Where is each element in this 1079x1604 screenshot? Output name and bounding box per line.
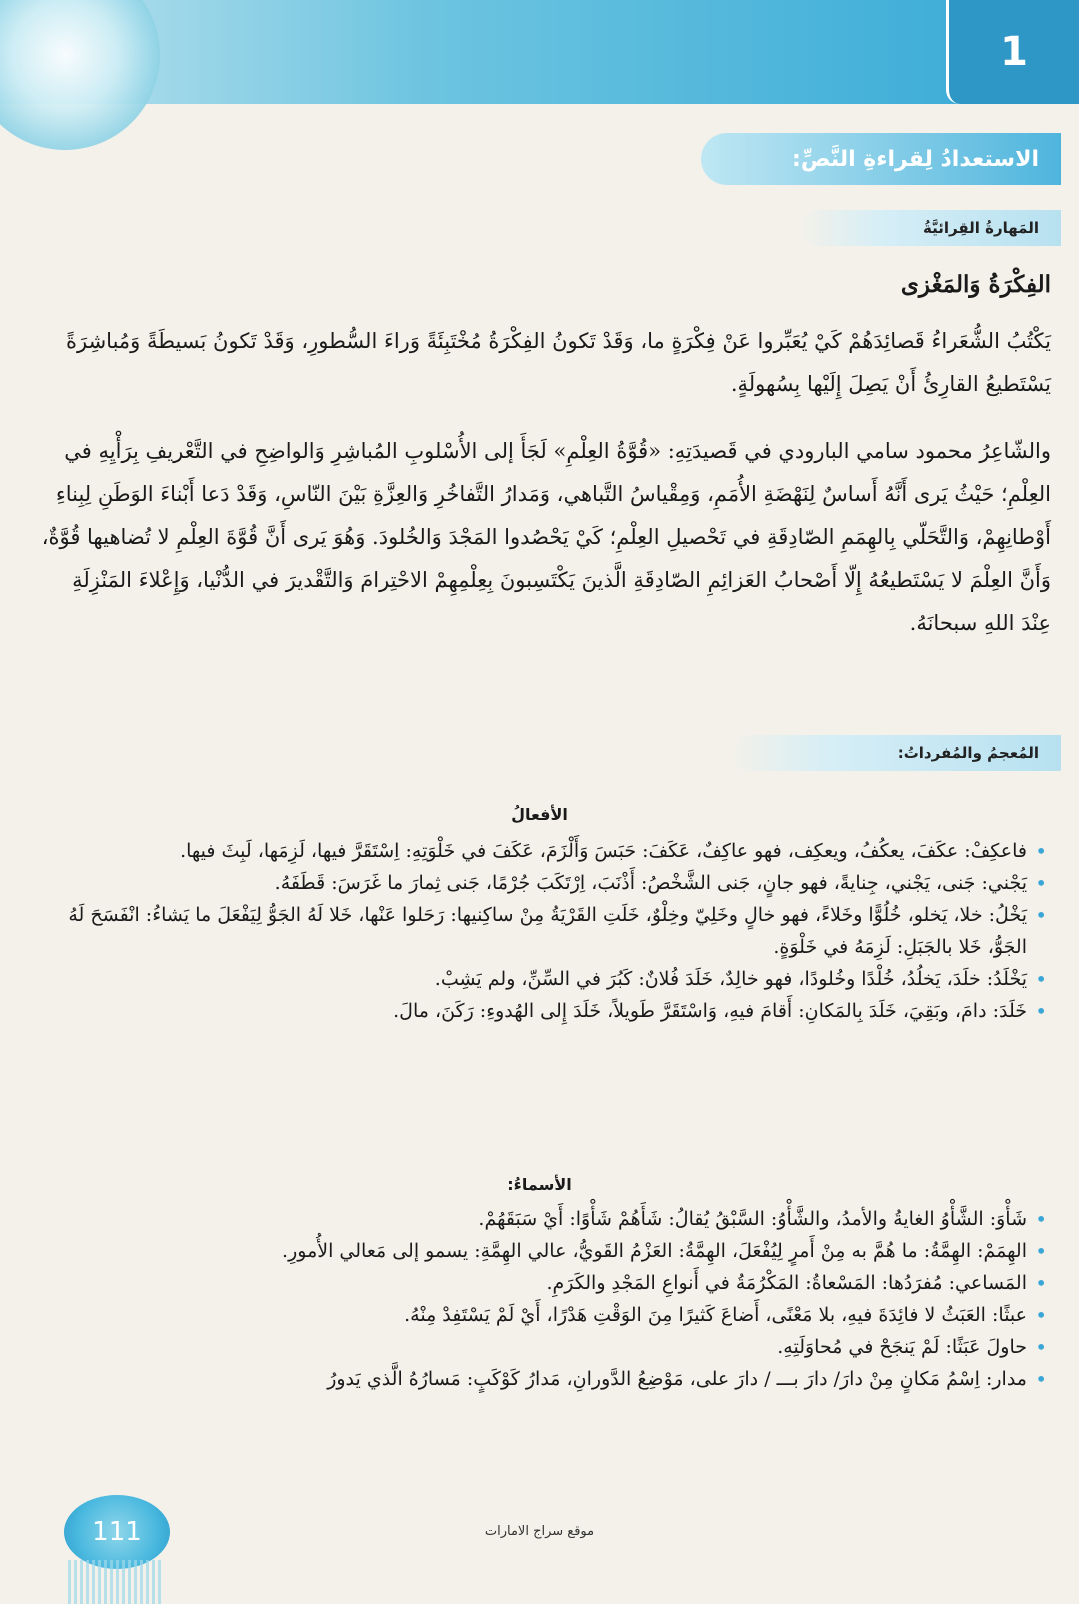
lesson-title: الفِكْرَةُ وَالمَغْزى <box>900 271 1051 298</box>
list-item: • حاولَ عَبَثًا: لَمْ يَنجَحْ في مُحاوَلَتِهِ. <box>37 1331 1047 1363</box>
site-name: موقع سراج الامارات <box>484 1524 595 1539</box>
list-item: • يَخْلُ: خلا، يَخلو، خُلُوًّا وخَلاءً، فهو خالٍ وخَلِيّ وخِلْوٌ، خَلَتِ القَرْيَةُ مِنْ ساكِنيها: رَحَلوا عَنْها، خَلا لَهُ الجَوُّ لِيَفْعَلَ ما يَشاءُ: انْفَسَحَ لَهُ الجَوُّ، خَلا بالجَبَلِ: لَزِمَهُ في خَلْوَةٍ. <box>37 899 1047 963</box>
paragraph-barudi: والشّاعِرُ محمود سامي البارودي في قَصيدَتِهِ: «قُوَّةُ العِلْمِ» لَجَأَ إلى الأُسْلوبِ المُباشِرِ وَالواضِحِ في التَّعْريفِ بِرَأْيِهِ في العِلْمِ؛ حَيْثُ يَرى أَنَّهُ أَساسٌ لِنَهْضَةِ الأُمَمِ، وَمِقْياسُ التَّباهي، وَمَدارُ التَّفاخُرِ وَالعِزَّةِ بَيْنَ النّاسِ، وَقَدْ دَعا أَبْناءَ الوَطَنِ لِبِناءِ أَوْطانِهِمْ، وَالتَّحَلّي بِالهِمَمِ الصّادِقَةِ في تَحْصيلِ العِلْمِ؛ كَيْ يَحْصُدوا المَجْدَ وَالخُلودَ. وَهُوَ يَرى أَنَّ قُوَّةَ العِلْمِ لا تُضاهيها قُوَّةٌ، وَأَنَّ العِلْمَ لا يَسْتَطيعُهُ إِلّا أَصْحابُ العَزائِمِ الصّادِقَةِ الَّذينَ يَكْتَسِبونَ بِعِلْمِهِمْ الاحْتِرامَ وَالتَّقْديرَ في الدُّنْيا، وَإِعْلاءَ المَنْزِلَةِ عِنْدَ اللهِ سبحانَهُ. <box>41 439 1051 635</box>
badge-decoration <box>68 1560 164 1604</box>
nouns-heading: الأسماءُ: <box>507 1175 572 1194</box>
list-item: • المَساعي: مُفرَدُها: المَسْعاةُ: المَكْرُمَةُ في أَنواعِ المَجْدِ والكَرَمِ. <box>37 1267 1047 1299</box>
paragraph-intro: يَكْتُبُ الشُّعَراءُ قَصائِدَهُمْ كَيْ يُعَبِّروا عَنْ فِكْرَةٍ ما، وَقَدْ تَكونُ الفِكْرَةُ مُخْتَبِئَةً وَراءَ السُّطورِ، وَقَدْ تَكونُ بَسيطَةً وَمُباشِرَةً يَسْتَطيعُ القارِئُ أَنْ يَصِلَ إِلَيْها بِسُهولَةٍ. <box>66 329 1051 396</box>
list-item: • شَأْوَ: الشَّأْوُ الغايةُ والأمدُ، والشَّأْوُ: السَّبْقُ يُقالُ: شَأَهُمْ شَأْوًا: أَيْ سَبَقَهُمْ. <box>37 1203 1047 1235</box>
list-item: • عبثًا: العَبَثُ لا فائِدَةَ فيهِ، بلا مَعْنًى، أَضاعَ كَثيرًا مِنَ الوَقْتِ هَدْرًا، أَيْ لَمْ يَسْتَفِدْ مِنْهُ. <box>37 1299 1047 1331</box>
list-item: • الهِمَمْ: الهِمَّةُ: ما هُمَّ به مِنْ أَمرٍ لِيُفْعَلَ، الهِمَّةُ: العَزْمُ القَويُّ، عالي الهِمَّةِ: يسمو إلى مَعالي الأُمورِ. <box>37 1235 1047 1267</box>
vocab-banner <box>731 735 1061 771</box>
decorative-disc <box>0 0 160 150</box>
reading-skill-label: المَهارةُ القِرائيَّةُ <box>923 219 1039 237</box>
section-title-banner <box>701 133 1061 185</box>
vocab-label: المُعجمُ والمُفرداتُ: <box>897 744 1039 762</box>
verbs-list <box>37 835 1047 1027</box>
chapter-number: 1 <box>946 0 1079 104</box>
list-item: • يَجْني: جَنى، يَجْني، جِنايةً، فهو جانٍ، جَنى الشَّخْصُ: أَذْنَبَ، اِرْتَكَبَ جُرْمًا، جَنى ثِمارَ ما غَرَسَ: قَطَفَهُ. <box>37 867 1047 899</box>
header-band <box>0 0 1079 104</box>
verbs-heading: الأفعالُ <box>511 805 568 824</box>
list-item: • خَلَدَ: دامَ، وبَقِيَ، خَلَدَ بِالمَكانِ: أَقامَ فيهِ، وَاسْتَقَرَّ طَويلاً، خَلَدَ إِلى الهُدوءِ: رَكَنَ، مالَ. <box>37 995 1047 1027</box>
section-title: الاستعدادُ لِقراءةِ النَّصِّ: <box>792 146 1039 172</box>
nouns-list <box>37 1203 1047 1395</box>
page-number: 111 <box>92 1517 142 1547</box>
list-item: • مدار: اِسْمُ مَكانٍ مِنْ دارَ/ دارَ بـــ / دارَ على، مَوْضِعُ الدَّورانِ، مَدارُ كَوْكَبٍ: مَسارُهُ الَّذي يَدورُ <box>37 1363 1047 1395</box>
list-item: • فاعكِفْ: عكَفَ، يعكُفُ، ويعكِف، فهو عاكِفٌ، عَكَفَ: حَبَسَ وَأَلْزَمَ، عَكَفَ في خَلْوَتِهِ: اِسْتَقَرَّ فيها، لَزِمَها، لَبِثَ فيها. <box>37 835 1047 867</box>
reading-skill-banner <box>801 210 1061 246</box>
list-item: • يَخْلَدُ: خلَدَ، يَخلُدُ، خُلْدًا وخُلودًا، فهو خالِدٌ، خَلَدَ فُلانٌ: كَبُرَ في السِّنِّ، ولم يَشِبْ. <box>37 963 1047 995</box>
